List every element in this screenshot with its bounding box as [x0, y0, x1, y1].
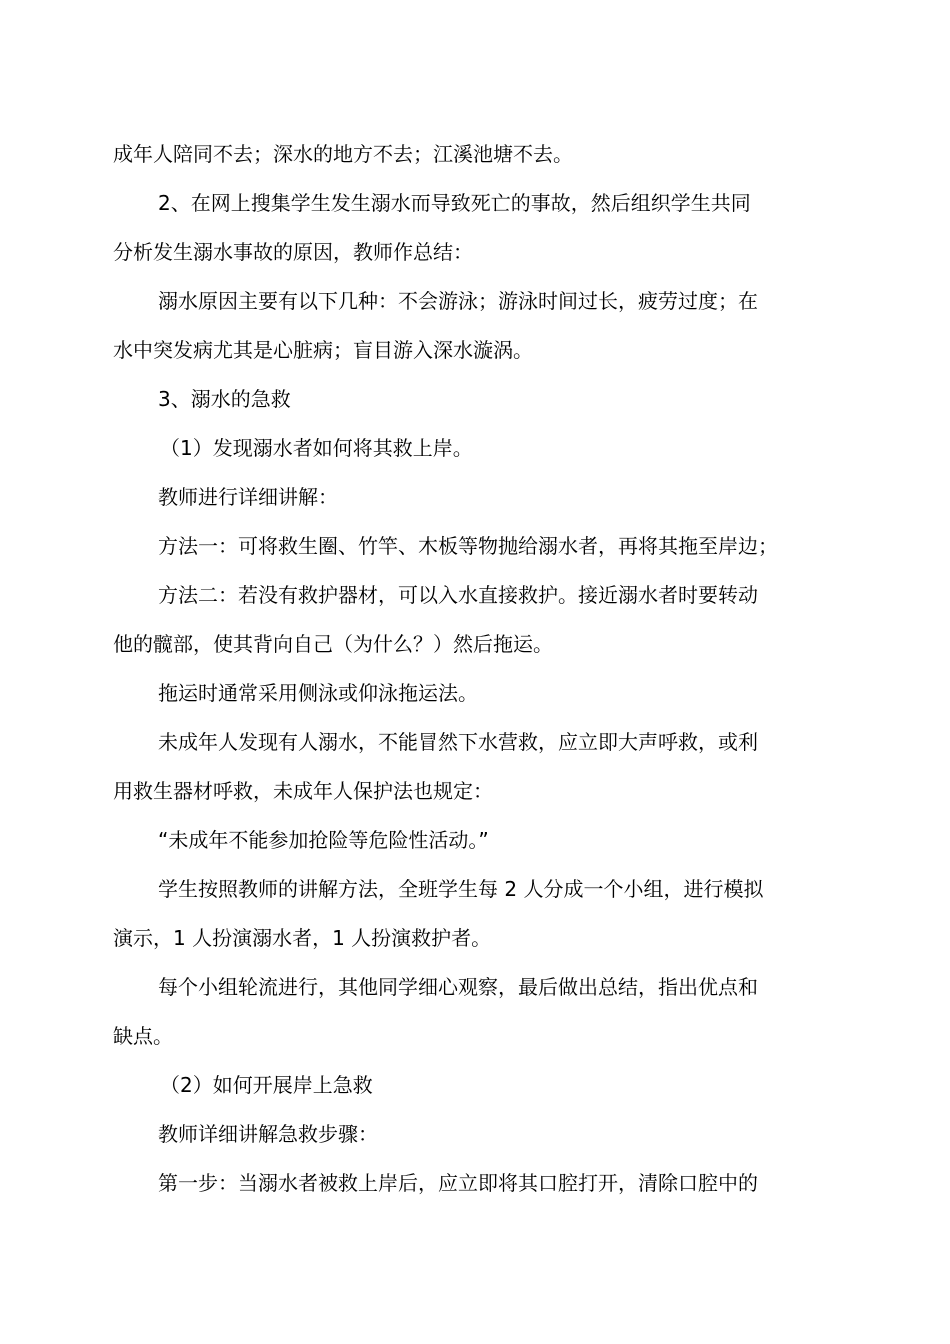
text-line: 缺点。 [113, 1024, 173, 1048]
text-line: 演示，1 人扮演溺水者，1 人扮演救护者。 [113, 926, 492, 950]
paragraph-line: 第一步：当溺水者被救上岸后，应立即将其口腔打开，清除口腔中的 [158, 1171, 758, 1195]
paragraph-line: 教师详细讲解急救步骤： [158, 1122, 378, 1146]
paragraph-line: 每个小组轮流进行，其他同学细心观察，最后做出总结，指出优点和 [158, 975, 758, 999]
section-heading: 3、溺水的急救 [158, 387, 291, 411]
paragraph-line: 方法一：可将救生圈、竹竿、木板等物抛给溺水者，再将其拖至岸边； [158, 534, 778, 558]
paragraph-line: 2、在网上搜集学生发生溺水而导致死亡的事故，然后组织学生共同 [158, 191, 751, 215]
text-line: 水中突发病尤其是心脏病；盲目游入深水漩涡。 [113, 338, 533, 362]
paragraph-line: 学生按照教师的讲解方法，全班学生每 2 人分成一个小组，进行模拟 [158, 877, 764, 901]
paragraph-line: 溺水原因主要有以下几种：不会游泳；游泳时间过长，疲劳过度；在 [158, 289, 758, 313]
paragraph-line: 拖运时通常采用侧泳或仰泳拖运法。 [158, 681, 478, 705]
paragraph-line: 未成年人发现有人溺水，不能冒然下水营救，应立即大声呼救，或利 [158, 730, 758, 754]
text-line: 他的髋部，使其背向自己（为什么？）然后拖运。 [113, 632, 553, 656]
text-line: 成年人陪同不去；深水的地方不去；江溪池塘不去。 [113, 142, 573, 166]
paragraph-line: 方法二：若没有救护器材，可以入水直接救护。接近溺水者时要转动 [158, 583, 758, 607]
subsection-heading: （1）发现溺水者如何将其救上岸。 [160, 436, 473, 460]
quote-line: “未成年不能参加抢险等危险性活动。” [158, 828, 489, 852]
document-body [113, 130, 838, 1208]
paragraph-line: 教师进行详细讲解： [158, 485, 338, 509]
text-line: 分析发生溺水事故的原因，教师作总结： [113, 240, 473, 264]
text-line: 用救生器材呼救，未成年人保护法也规定： [113, 779, 493, 803]
subsection-heading: （2）如何开展岸上急救 [160, 1073, 373, 1097]
